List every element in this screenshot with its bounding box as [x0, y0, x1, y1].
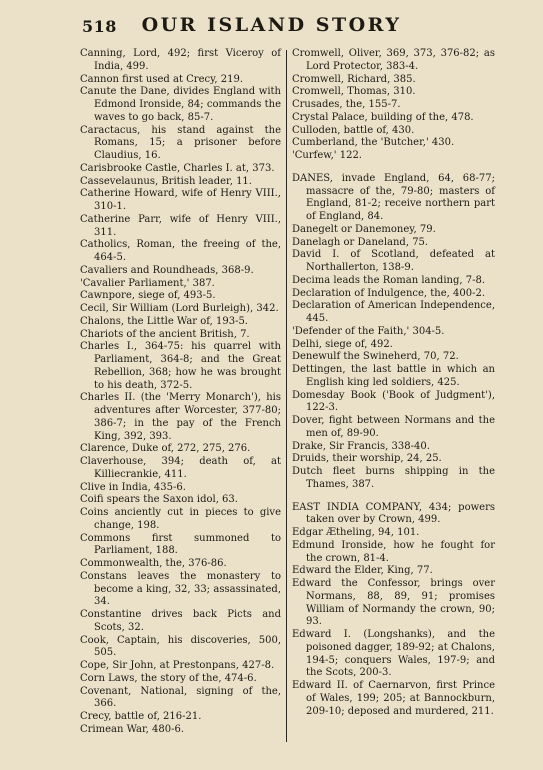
- index-entry: Charles I., 364-75: his quarrel with Parliament, 364-8; and the Great Rebellion, 368; how he was brought to his death, 372-5.: [80, 341, 281, 391]
- index-entry: 'Cavalier Parliament,' 387.: [80, 277, 215, 289]
- index-entry: Commons first summoned to Parliament, 188.: [80, 532, 281, 557]
- index-entry: DANES, invade England, 64, 68-77; massacre of the, 79-80; masters of England, 81-2; receive northern part of England, 84.: [292, 172, 495, 222]
- index-entry: Druids, their worship, 24, 25.: [292, 453, 442, 465]
- index-column-right: [292, 48, 495, 760]
- index-entry: Danegelt or Danemoney, 79.: [292, 223, 436, 235]
- index-entry: Chariots of the ancient British, 7.: [80, 328, 250, 340]
- index-entry: Cannon first used at Crecy, 219.: [80, 73, 244, 85]
- index-entry: Dutch fleet burns shipping in the Thames, 387.: [292, 466, 495, 490]
- index-entry: Domesday Book ('Book of Judgment'), 122-3.: [292, 389, 495, 414]
- index-entry: Canning, Lord, 492; first Viceroy of India, 499.: [80, 48, 281, 72]
- index-entry: Edward II. of Caernarvon, first Prince of Wales, 199; 205; at Bannockburn, 209-10; deposed and murdered, 211.: [292, 680, 495, 717]
- index-entry: Constantine drives back Picts and Scots, 32.: [80, 609, 281, 633]
- index-column-left: [80, 48, 281, 760]
- index-entry: Crystal Palace, building of the, 478.: [292, 111, 474, 123]
- page-number: 518: [82, 17, 117, 36]
- index-entry: Danelagh or Daneland, 75.: [292, 236, 429, 248]
- index-entry: Dover, fight between Normans and the men of, 89-90.: [292, 415, 495, 439]
- index-entry: Coifi spears the Saxon idol, 63.: [80, 494, 238, 506]
- index-entry: Cope, Sir John, at Prestonpans, 427-8.: [80, 660, 275, 671]
- index-entry: Claverhouse, 394; death of, at Killiecrankie, 411.: [80, 456, 281, 480]
- index-entry: David I. of Scotland, defeated at Northallerton, 138-9.: [292, 249, 495, 273]
- index-entry: Culloden, battle of, 430.: [292, 124, 415, 136]
- index-entry: Delhi, siege of, 492.: [292, 338, 393, 350]
- index-entry: Crecy, battle of, 216-21.: [80, 711, 202, 722]
- index-entry: 'Curfew,' 122.: [292, 150, 362, 161]
- index-entry: Edward the Elder, King, 77.: [292, 565, 433, 577]
- index-entry: Cecil, Sir William (Lord Burleigh), 342.: [80, 303, 279, 314]
- index-entry: Cawnpore, siege of, 493-5.: [80, 290, 216, 302]
- index-entry: Canute the Dane, divides England with Edmond Ironside, 84; commands the waves to go back, 85-7.: [80, 86, 281, 123]
- index-entry: Cumberland, the 'Butcher,' 430.: [292, 137, 455, 149]
- index-entry: Charles II. (the 'Merry Monarch'), his adventures after Worcester, 377-80; 386-7; in the pay of the French King, 392, 393.: [80, 392, 281, 442]
- index-entry: Crusades, the, 155-7.: [292, 99, 401, 110]
- index-entry: Catholics, Roman, the freeing of the, 464-5.: [80, 239, 281, 263]
- index-entry: Cassevelaunus, British leader, 11.: [80, 175, 252, 187]
- index-entry: Declaration of American Independence, 445.: [292, 300, 495, 324]
- index-entry: Cromwell, Richard, 385.: [292, 73, 416, 85]
- running-title: OUR ISLAND STORY: [141, 14, 402, 36]
- index-entry: Caractacus, his stand against the Romans, 15; a prisoner before Claudius, 16.: [80, 124, 281, 161]
- index-entry: Catherine Parr, wife of Henry VIII., 311.: [80, 213, 281, 238]
- index-entry: 'Defender of the Faith,' 304-5.: [292, 325, 445, 337]
- index-entry: Carisbrooke Castle, Charles I. at, 373.: [80, 162, 275, 174]
- index-entry: Edward the Confessor, brings over Normans, 88, 89, 91; promises William of Normandy the crown, 90; 93.: [292, 578, 495, 628]
- index-entry: Cavaliers and Roundheads, 368-9.: [80, 264, 254, 276]
- index-entry: Edward I. (Longshanks), and the poisoned dagger, 189-92; at Chalons, 194-5; conquers Wales, 197-9; and the Scots, 200-3.: [292, 629, 495, 679]
- index-entry: Corn Laws, the story of the, 474-6.: [80, 672, 257, 684]
- index-entry: Cromwell, Oliver, 369, 373, 376-82; as Lord Protector, 383-4.: [292, 48, 495, 72]
- index-entry: Declaration of Indulgence, the, 400-2.: [292, 287, 486, 299]
- index-entry: Edgar Ætheling, 94, 101.: [292, 527, 420, 538]
- index-entry: Chalons, the Little War of, 193-5.: [80, 315, 248, 327]
- index-entry: Coins anciently cut in pieces to give change, 198.: [80, 507, 281, 531]
- index-entry: Cook, Captain, his discoveries, 500, 505.: [80, 634, 281, 659]
- index-entry: Constans leaves the monastery to become a king, 32, 33; assassinated, 34.: [80, 570, 281, 608]
- index-entry: Crimean War, 480-6.: [80, 723, 185, 735]
- index-entry: Edmund Ironside, how he fought for the crown, 81-4.: [292, 539, 495, 564]
- index-entry: Dettingen, the last battle in which an English king led soldiers, 425.: [292, 364, 495, 388]
- index-entry: Covenant, National, signing of the, 366.: [80, 685, 281, 710]
- index-entry: Drake, Sir Francis, 338-40.: [292, 440, 430, 452]
- index-entry: Clive in India, 435-6.: [80, 481, 186, 493]
- page-header: [60, 14, 483, 40]
- index-entry: Cromwell, Thomas, 310.: [292, 86, 416, 98]
- index-entry: Catherine Howard, wife of Henry VIII., 310-1.: [80, 188, 281, 212]
- index-entry: Denewulf the Swineherd, 70, 72.: [292, 351, 459, 363]
- index-entry: Clarence, Duke of, 272, 275, 276.: [80, 443, 251, 455]
- index-entry: Commonwealth, the, 376-86.: [80, 558, 227, 569]
- column-divider: [286, 50, 287, 742]
- index-entry: Decima leads the Roman landing, 7-8.: [292, 274, 485, 286]
- index-entry: EAST INDIA COMPANY, 434; powers taken over by Crown, 499.: [292, 501, 495, 526]
